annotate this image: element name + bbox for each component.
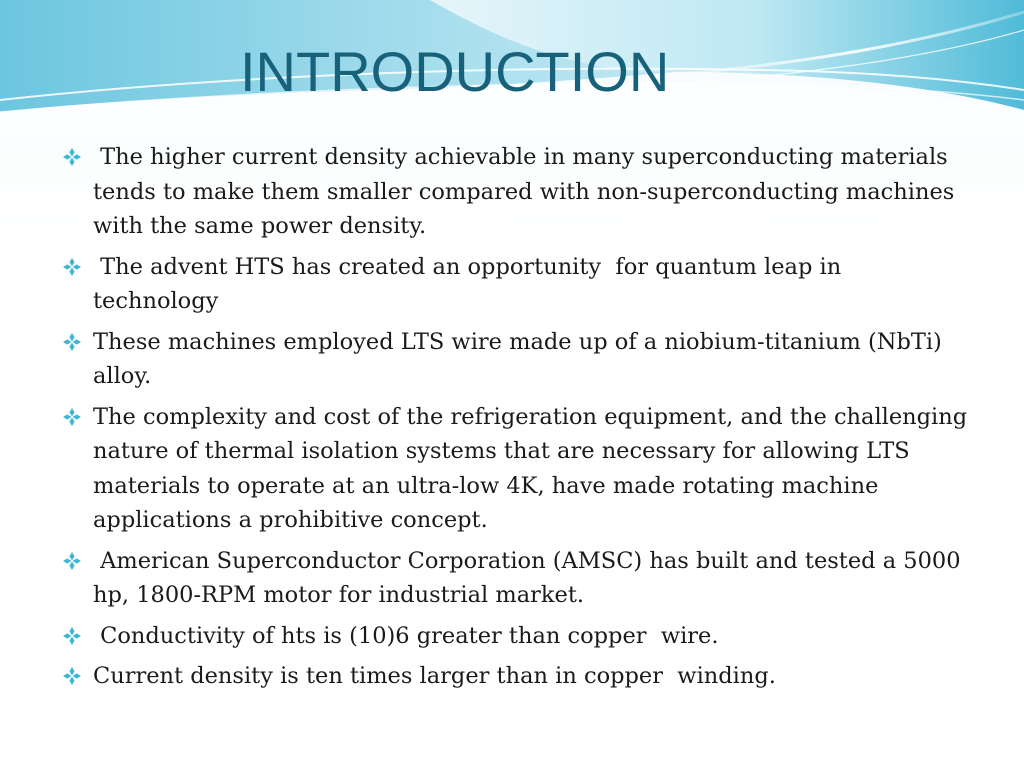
bullet-item bbox=[60, 544, 970, 613]
bullet-item bbox=[60, 325, 970, 394]
diamond-bullet-icon bbox=[62, 626, 82, 646]
bullet-item bbox=[60, 659, 970, 694]
bullet-item bbox=[60, 250, 970, 319]
bullet-item bbox=[60, 619, 970, 654]
diamond-bullet-icon bbox=[62, 332, 82, 352]
diamond-bullet-icon bbox=[62, 147, 82, 167]
diamond-bullet-icon bbox=[62, 407, 82, 427]
bullet-text: These machines employed LTS wire made up of a niobium-titanium (NbTi) alloy. bbox=[93, 328, 949, 389]
bullet-text: Conductivity of hts is (10)6 greater than copper wire. bbox=[93, 622, 719, 649]
bullet-list bbox=[60, 140, 975, 700]
bullet-text: Current density is ten times larger than in copper winding. bbox=[93, 663, 776, 689]
diamond-bullet-icon bbox=[62, 257, 82, 277]
bullet-item bbox=[60, 140, 970, 244]
diamond-bullet-icon bbox=[62, 551, 82, 571]
bullet-text: The higher current density achievable in many superconducting materials tends to make them smaller compared with non-superconducting machines with the same power density. bbox=[93, 144, 962, 239]
slide-title: INTRODUCTION bbox=[240, 40, 670, 103]
bullet-item bbox=[60, 400, 975, 538]
diamond-bullet-icon bbox=[62, 666, 82, 686]
bullet-text: The advent HTS has created an opportunity for quantum leap in technology bbox=[93, 253, 849, 314]
bullet-text: The complexity and cost of the refrigeration equipment, and the challenging nature of thermal isolation systems that are necessary for allowing LTS materials to operate at an ultra-low 4K, have made rotating machine applications a prohibitive concept. bbox=[93, 403, 975, 533]
bullet-text: American Superconductor Corporation (AMSC) has built and tested a 5000 hp, 1800-RPM motor for industrial market. bbox=[93, 547, 968, 608]
